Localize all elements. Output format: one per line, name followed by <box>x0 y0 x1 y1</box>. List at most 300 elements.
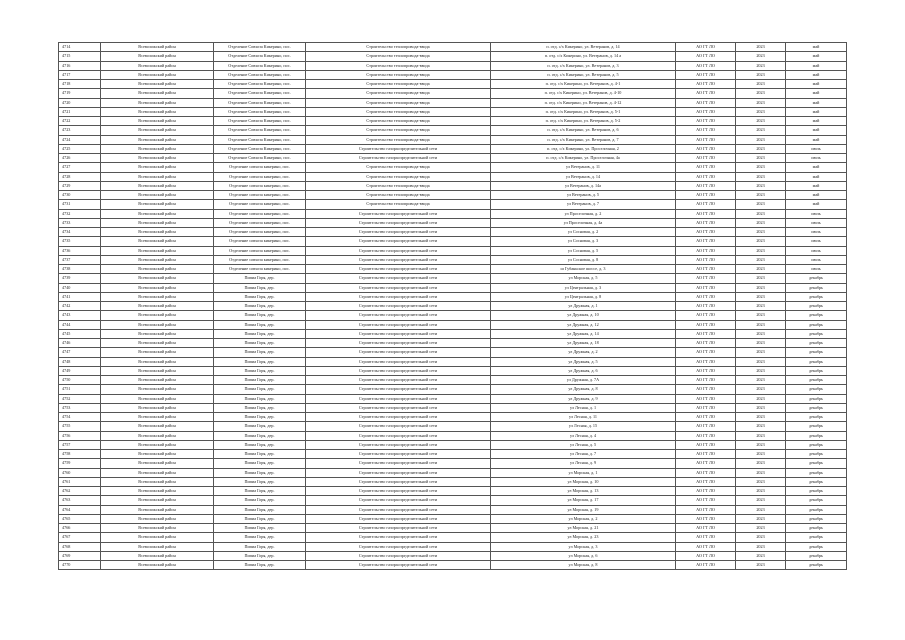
cell-month: май <box>786 135 847 144</box>
cell-settlement: Пипиа Горя, дер. <box>214 422 306 431</box>
cell-year: 2023 <box>736 107 786 116</box>
cell-year: 2023 <box>736 339 786 348</box>
table-row <box>59 218 847 227</box>
cell-settlement: Пипиа Горя, дер. <box>214 394 306 403</box>
cell-work-type: Строительство газораспределительной сети <box>306 413 491 422</box>
table-row <box>59 61 847 70</box>
cell-settlement: Отделение Совхоза Кикерино, пос. <box>214 89 306 98</box>
cell-district: Всеволожский район <box>101 542 214 551</box>
cell-year: 2023 <box>736 283 786 292</box>
cell-district: Всеволожский район <box>101 468 214 477</box>
cell-year: 2023 <box>736 89 786 98</box>
cell-district: Всеволожский район <box>101 117 214 126</box>
cell-address: п. отд. с/х Кикерино, ул. Ветеранов, д. 5 <box>491 70 676 79</box>
cell-year: 2023 <box>736 394 786 403</box>
cell-row-number: 4758 <box>59 450 101 459</box>
cell-organization: АО ГТ ЛО <box>676 61 736 70</box>
cell-district: Всеволожский район <box>101 200 214 209</box>
cell-year: 2023 <box>736 487 786 496</box>
cell-row-number: 4749 <box>59 366 101 375</box>
cell-address: ул Дружная, д. 14 <box>491 329 676 338</box>
cell-organization: АО ГТ ЛО <box>676 329 736 338</box>
cell-settlement: Пипиа Горя, дер. <box>214 357 306 366</box>
cell-year: 2023 <box>736 274 786 283</box>
table-row <box>59 200 847 209</box>
cell-row-number: 4769 <box>59 551 101 560</box>
cell-year: 2023 <box>736 218 786 227</box>
table-row <box>59 505 847 514</box>
cell-year: 2023 <box>736 450 786 459</box>
cell-work-type: Строительство теплопровода-ввода <box>306 70 491 79</box>
cell-month: декабрь <box>786 524 847 533</box>
cell-organization: АО ГТ ЛО <box>676 366 736 375</box>
cell-work-type: Строительство газораспределительной сети <box>306 311 491 320</box>
cell-work-type: Строительство газораспределительной сети <box>306 551 491 560</box>
cell-organization: АО ГТ ЛО <box>676 459 736 468</box>
cell-address: ул Морская, д. 6 <box>491 551 676 560</box>
cell-work-type: Строительство газораспределительной сети <box>306 459 491 468</box>
cell-organization: АО ГТ ЛО <box>676 561 736 570</box>
table-row <box>59 52 847 61</box>
table-row <box>59 514 847 523</box>
cell-organization: АО ГТ ЛО <box>676 385 736 394</box>
cell-year: 2023 <box>736 403 786 412</box>
cell-district: Всеволожский район <box>101 70 214 79</box>
cell-settlement: Пипиа Горя, дер. <box>214 311 306 320</box>
cell-work-type: Строительство теплопровода-ввода <box>306 43 491 52</box>
cell-year: 2023 <box>736 376 786 385</box>
cell-month: май <box>786 126 847 135</box>
cell-row-number: 4717 <box>59 70 101 79</box>
cell-district: Всеволожский район <box>101 505 214 514</box>
cell-address: п. отд. с/х Кикерино, ул. Ветеранов, д. 4-1 <box>491 80 676 89</box>
cell-organization: АО ГТ ЛО <box>676 126 736 135</box>
cell-row-number: 4728 <box>59 172 101 181</box>
cell-year: 2023 <box>736 80 786 89</box>
cell-work-type: Строительство газораспределительной сети <box>306 440 491 449</box>
cell-month: декабрь <box>786 283 847 292</box>
cell-row-number: 4752 <box>59 394 101 403</box>
cell-district: Всеволожский район <box>101 52 214 61</box>
cell-address: ул Ветеранов, д. 5 <box>491 191 676 200</box>
cell-year: 2023 <box>736 163 786 172</box>
cell-address: п. отд. с/х Кикерино, ул. Ветеранов, д. 6 <box>491 126 676 135</box>
cell-work-type: Строительство газораспределительной сети <box>306 246 491 255</box>
table-row <box>59 487 847 496</box>
cell-month: декабрь <box>786 514 847 523</box>
cell-district: Всеволожский район <box>101 385 214 394</box>
cell-month: май <box>786 117 847 126</box>
cell-address: ул Морская, д. 10 <box>491 477 676 486</box>
cell-work-type: Строительство теплопровода-ввода <box>306 107 491 116</box>
cell-month: декабрь <box>786 551 847 560</box>
cell-month: декабрь <box>786 292 847 301</box>
cell-work-type: Строительство теплопровода-ввода <box>306 117 491 126</box>
cell-district: Всеволожский район <box>101 320 214 329</box>
cell-organization: АО ГТ ЛО <box>676 468 736 477</box>
cell-row-number: 4764 <box>59 505 101 514</box>
cell-work-type: Строительство газораспределительной сети <box>306 144 491 153</box>
cell-month: декабрь <box>786 459 847 468</box>
cell-settlement: Пипиа Горя, дер. <box>214 366 306 375</box>
cell-address: ул Дружная, д. 10 <box>491 311 676 320</box>
cell-address: ул Морская, д. 19 <box>491 505 676 514</box>
cell-district: Всеволожский район <box>101 357 214 366</box>
cell-month: декабрь <box>786 311 847 320</box>
cell-work-type: Строительство газораспределительной сети <box>306 302 491 311</box>
cell-organization: АО ГТ ЛО <box>676 200 736 209</box>
cell-row-number: 4734 <box>59 228 101 237</box>
cell-work-type: Строительство газораспределительной сети <box>306 329 491 338</box>
cell-year: 2023 <box>736 172 786 181</box>
cell-address: ул Сосновая, д. 3 <box>491 237 676 246</box>
cell-district: Всеволожский район <box>101 339 214 348</box>
cell-month: декабрь <box>786 505 847 514</box>
cell-month: май <box>786 172 847 181</box>
cell-work-type: Строительство газораспределительной сети <box>306 292 491 301</box>
cell-row-number: 4766 <box>59 524 101 533</box>
cell-month: июль <box>786 209 847 218</box>
cell-row-number: 4730 <box>59 191 101 200</box>
table-row <box>59 255 847 264</box>
cell-address: ул Лесная, д. 9 <box>491 459 676 468</box>
cell-organization: АО ГТ ЛО <box>676 70 736 79</box>
cell-row-number: 4722 <box>59 117 101 126</box>
cell-work-type: Строительство теплопровода-ввода <box>306 80 491 89</box>
cell-settlement: Отделение Совхоза Кикерино, пос. <box>214 135 306 144</box>
table-row <box>59 524 847 533</box>
cell-year: 2023 <box>736 255 786 264</box>
cell-work-type: Строительство газораспределительной сети <box>306 265 491 274</box>
cell-work-type: Строительство газораспределительной сети <box>306 385 491 394</box>
cell-settlement: Пипиа Горя, дер. <box>214 348 306 357</box>
cell-work-type: Строительство теплопровода-ввода <box>306 135 491 144</box>
cell-month: декабрь <box>786 422 847 431</box>
cell-work-type: Строительство теплопровода-ввода <box>306 181 491 190</box>
cell-year: 2023 <box>736 117 786 126</box>
cell-month: декабрь <box>786 302 847 311</box>
cell-district: Всеволожский район <box>101 477 214 486</box>
cell-district: Всеволожский район <box>101 394 214 403</box>
cell-row-number: 4714 <box>59 43 101 52</box>
cell-month: декабрь <box>786 487 847 496</box>
cell-settlement: Пипиа Горя, дер. <box>214 450 306 459</box>
cell-work-type: Строительство газораспределительной сети <box>306 468 491 477</box>
cell-address: ул Ветеранов, д. 7 <box>491 200 676 209</box>
cell-settlement: Пипиа Горя, дер. <box>214 551 306 560</box>
table-row <box>59 98 847 107</box>
cell-year: 2023 <box>736 126 786 135</box>
cell-year: 2023 <box>736 422 786 431</box>
cell-address: ул Дружная, д. 18 <box>491 339 676 348</box>
cell-month: июль <box>786 246 847 255</box>
cell-year: 2023 <box>736 496 786 505</box>
cell-settlement: Отделение Совхоза Кикерино, пос. <box>214 80 306 89</box>
cell-settlement: Отделение совхоза кикерино, пос. <box>214 228 306 237</box>
cell-row-number: 4715 <box>59 52 101 61</box>
table-row <box>59 329 847 338</box>
cell-year: 2023 <box>736 98 786 107</box>
cell-month: май <box>786 89 847 98</box>
cell-month: май <box>786 181 847 190</box>
cell-district: Всеволожский район <box>101 376 214 385</box>
cell-year: 2023 <box>736 385 786 394</box>
table-row <box>59 542 847 551</box>
cell-organization: АО ГТ ЛО <box>676 440 736 449</box>
cell-settlement: Пипиа Горя, дер. <box>214 385 306 394</box>
cell-row-number: 4755 <box>59 422 101 431</box>
cell-month: май <box>786 163 847 172</box>
cell-district: Всеволожский район <box>101 440 214 449</box>
cell-organization: АО ГТ ЛО <box>676 117 736 126</box>
cell-year: 2023 <box>736 542 786 551</box>
cell-month: май <box>786 191 847 200</box>
cell-district: Всеволожский район <box>101 255 214 264</box>
cell-address: ул Сосновая, д. 2 <box>491 228 676 237</box>
cell-work-type: Строительство газораспределительной сети <box>306 422 491 431</box>
cell-organization: АО ГТ ЛО <box>676 107 736 116</box>
cell-district: Всеволожский район <box>101 218 214 227</box>
cell-year: 2023 <box>736 514 786 523</box>
cell-month: декабрь <box>786 440 847 449</box>
cell-district: Всеволожский район <box>101 496 214 505</box>
cell-settlement: Отделение совхоза кикерино, пос. <box>214 172 306 181</box>
cell-district: Всеволожский район <box>101 459 214 468</box>
table-row <box>59 385 847 394</box>
cell-organization: АО ГТ ЛО <box>676 431 736 440</box>
cell-row-number: 4754 <box>59 413 101 422</box>
cell-settlement: Отделение Совхоза Кикерино, пос. <box>214 61 306 70</box>
cell-work-type: Строительство газораспределительной сети <box>306 348 491 357</box>
cell-organization: АО ГТ ЛО <box>676 292 736 301</box>
cell-address: ул Сосновая, д. 5 <box>491 246 676 255</box>
cell-work-type: Строительство теплопровода-ввода <box>306 98 491 107</box>
cell-year: 2023 <box>736 459 786 468</box>
cell-row-number: 4757 <box>59 440 101 449</box>
cell-settlement: Пипиа Горя, дер. <box>214 339 306 348</box>
cell-address: ул Морская, д. 17 <box>491 496 676 505</box>
cell-row-number: 4742 <box>59 302 101 311</box>
cell-row-number: 4726 <box>59 154 101 163</box>
cell-district: Всеволожский район <box>101 292 214 301</box>
cell-address: ул Морская, д. 21 <box>491 524 676 533</box>
cell-month: декабрь <box>786 329 847 338</box>
cell-row-number: 4720 <box>59 98 101 107</box>
cell-month: июль <box>786 265 847 274</box>
cell-organization: АО ГТ ЛО <box>676 514 736 523</box>
cell-district: Всеволожский район <box>101 61 214 70</box>
cell-district: Всеволожский район <box>101 311 214 320</box>
cell-work-type: Строительство газораспределительной сети <box>306 403 491 412</box>
table-row <box>59 376 847 385</box>
cell-year: 2023 <box>736 533 786 542</box>
cell-year: 2023 <box>736 505 786 514</box>
cell-row-number: 4729 <box>59 181 101 190</box>
table-row <box>59 311 847 320</box>
table-row <box>59 459 847 468</box>
cell-settlement: Отделение Совхоза Кикерино, пос. <box>214 70 306 79</box>
cell-address: ул Лесная, д. 7 <box>491 450 676 459</box>
cell-district: Всеволожский район <box>101 524 214 533</box>
cell-month: декабрь <box>786 376 847 385</box>
cell-settlement: Пипиа Горя, дер. <box>214 477 306 486</box>
cell-month: декабрь <box>786 394 847 403</box>
table-row <box>59 228 847 237</box>
cell-district: Всеволожский район <box>101 163 214 172</box>
cell-settlement: Отделение совхоза кикерино, пос. <box>214 218 306 227</box>
cell-year: 2023 <box>736 302 786 311</box>
cell-district: Всеволожский район <box>101 514 214 523</box>
cell-address: п. отд. с/х Кикерино, ул. Ветеранов, д. 3 <box>491 61 676 70</box>
cell-organization: АО ГТ ЛО <box>676 422 736 431</box>
cell-row-number: 4768 <box>59 542 101 551</box>
cell-row-number: 4724 <box>59 135 101 144</box>
cell-address: ул Центральная, д. 3 <box>491 283 676 292</box>
cell-work-type: Строительство теплопровода-ввода <box>306 172 491 181</box>
cell-organization: АО ГТ ЛО <box>676 255 736 264</box>
cell-work-type: Строительство теплопровода-ввода <box>306 61 491 70</box>
cell-address: п. отд. с/х Кикерино, ул. Проселочная, 4а <box>491 154 676 163</box>
cell-district: Всеволожский район <box>101 551 214 560</box>
cell-address: ул Дружная, д. 7А <box>491 376 676 385</box>
cell-month: декабрь <box>786 533 847 542</box>
cell-address: ул Ветеранов, д. 11 <box>491 163 676 172</box>
cell-work-type: Строительство газораспределительной сети <box>306 533 491 542</box>
cell-year: 2023 <box>736 561 786 570</box>
cell-month: май <box>786 98 847 107</box>
cell-settlement: Отделение совхоза кикерино, пос. <box>214 237 306 246</box>
cell-work-type: Строительство газораспределительной сети <box>306 376 491 385</box>
cell-work-type: Строительство теплопровода-ввода <box>306 191 491 200</box>
table-row <box>59 292 847 301</box>
cell-address: ул Морская, д. 2 <box>491 514 676 523</box>
cell-year: 2023 <box>736 440 786 449</box>
cell-organization: АО ГТ ЛО <box>676 209 736 218</box>
cell-year: 2023 <box>736 237 786 246</box>
cell-work-type: Строительство газораспределительной сети <box>306 237 491 246</box>
cell-work-type: Строительство газораспределительной сети <box>306 524 491 533</box>
cell-month: июль <box>786 228 847 237</box>
cell-row-number: 4732 <box>59 209 101 218</box>
cell-year: 2023 <box>736 431 786 440</box>
cell-year: 2023 <box>736 348 786 357</box>
cell-work-type: Строительство газораспределительной сети <box>306 561 491 570</box>
cell-address: ул Лесная, д. 11 <box>491 413 676 422</box>
cell-organization: АО ГТ ЛО <box>676 43 736 52</box>
cell-settlement: Пипиа Горя, дер. <box>214 561 306 570</box>
cell-row-number: 4723 <box>59 126 101 135</box>
cell-organization: АО ГТ ЛО <box>676 477 736 486</box>
cell-month: декабрь <box>786 403 847 412</box>
cell-work-type: Строительство газораспределительной сети <box>306 542 491 551</box>
cell-district: Всеволожский район <box>101 89 214 98</box>
cell-month: декабрь <box>786 477 847 486</box>
cell-organization: АО ГТ ЛО <box>676 551 736 560</box>
cell-settlement: Отделение Совхоза Кикерино, пос. <box>214 154 306 163</box>
cell-work-type: Строительство газораспределительной сети <box>306 450 491 459</box>
cell-work-type: Строительство газораспределительной сети <box>306 209 491 218</box>
cell-organization: АО ГТ ЛО <box>676 413 736 422</box>
cell-organization: АО ГТ ЛО <box>676 533 736 542</box>
cell-address: ул Морская, д. 3 <box>491 542 676 551</box>
cell-settlement: Пипиа Горя, дер. <box>214 459 306 468</box>
cell-district: Всеволожский район <box>101 246 214 255</box>
cell-address: ул Дружная, д. 2 <box>491 348 676 357</box>
cell-settlement: Отделение совхоза кикерино, пос. <box>214 265 306 274</box>
cell-year: 2023 <box>736 413 786 422</box>
cell-work-type: Строительство газораспределительной сети <box>306 339 491 348</box>
cell-month: декабрь <box>786 468 847 477</box>
table-row <box>59 209 847 218</box>
cell-work-type: Строительство газораспределительной сети <box>306 505 491 514</box>
cell-settlement: Отделение совхоза кикерино, пос. <box>214 255 306 264</box>
table-row <box>59 348 847 357</box>
cell-address: п. отд. с/х Кикерино, ул. Ветеранов, д. 14 <box>491 43 676 52</box>
cell-year: 2023 <box>736 181 786 190</box>
cell-organization: АО ГТ ЛО <box>676 228 736 237</box>
cell-district: Всеволожский район <box>101 126 214 135</box>
cell-work-type: Строительство теплопровода-ввода <box>306 126 491 135</box>
data-table <box>58 42 847 570</box>
cell-district: Всеволожский район <box>101 329 214 338</box>
cell-organization: АО ГТ ЛО <box>676 524 736 533</box>
cell-organization: АО ГТ ЛО <box>676 311 736 320</box>
cell-year: 2023 <box>736 200 786 209</box>
cell-work-type: Строительство газораспределительной сети <box>306 218 491 227</box>
cell-work-type: Строительство газораспределительной сети <box>306 154 491 163</box>
cell-row-number: 4727 <box>59 163 101 172</box>
cell-work-type: Строительство газораспределительной сети <box>306 431 491 440</box>
cell-address: ул Центральная, д. 8 <box>491 292 676 301</box>
cell-row-number: 4751 <box>59 385 101 394</box>
cell-organization: АО ГТ ЛО <box>676 80 736 89</box>
cell-row-number: 4767 <box>59 533 101 542</box>
cell-district: Всеволожский район <box>101 533 214 542</box>
cell-district: Всеволожский район <box>101 144 214 153</box>
cell-work-type: Строительство теплопровода-ввода <box>306 200 491 209</box>
cell-month: июль <box>786 218 847 227</box>
cell-year: 2023 <box>736 311 786 320</box>
cell-month: декабрь <box>786 450 847 459</box>
table-row <box>59 468 847 477</box>
cell-settlement: Пипиа Горя, дер. <box>214 505 306 514</box>
cell-row-number: 4718 <box>59 80 101 89</box>
cell-district: Всеволожский район <box>101 450 214 459</box>
cell-address: п. отд. с/х Кикерино, ул. Ветеранов, д. 4-10 <box>491 89 676 98</box>
cell-year: 2023 <box>736 524 786 533</box>
table-row <box>59 70 847 79</box>
cell-work-type: Строительство теплопровода-ввода <box>306 163 491 172</box>
cell-row-number: 4716 <box>59 61 101 70</box>
cell-district: Всеволожский район <box>101 43 214 52</box>
cell-settlement: Пипиа Горя, дер. <box>214 440 306 449</box>
cell-row-number: 4756 <box>59 431 101 440</box>
cell-organization: АО ГТ ЛО <box>676 348 736 357</box>
cell-district: Всеволожский район <box>101 265 214 274</box>
cell-row-number: 4765 <box>59 514 101 523</box>
cell-organization: АО ГТ ЛО <box>676 237 736 246</box>
cell-year: 2023 <box>736 52 786 61</box>
cell-settlement: Отделение совхоза кикерино, пос. <box>214 163 306 172</box>
cell-organization: АО ГТ ЛО <box>676 163 736 172</box>
cell-organization: АО ГТ ЛО <box>676 357 736 366</box>
table-row <box>59 551 847 560</box>
table-row <box>59 533 847 542</box>
cell-row-number: 4739 <box>59 274 101 283</box>
cell-settlement: Пипиа Горя, дер. <box>214 496 306 505</box>
cell-row-number: 4733 <box>59 218 101 227</box>
cell-year: 2023 <box>736 366 786 375</box>
